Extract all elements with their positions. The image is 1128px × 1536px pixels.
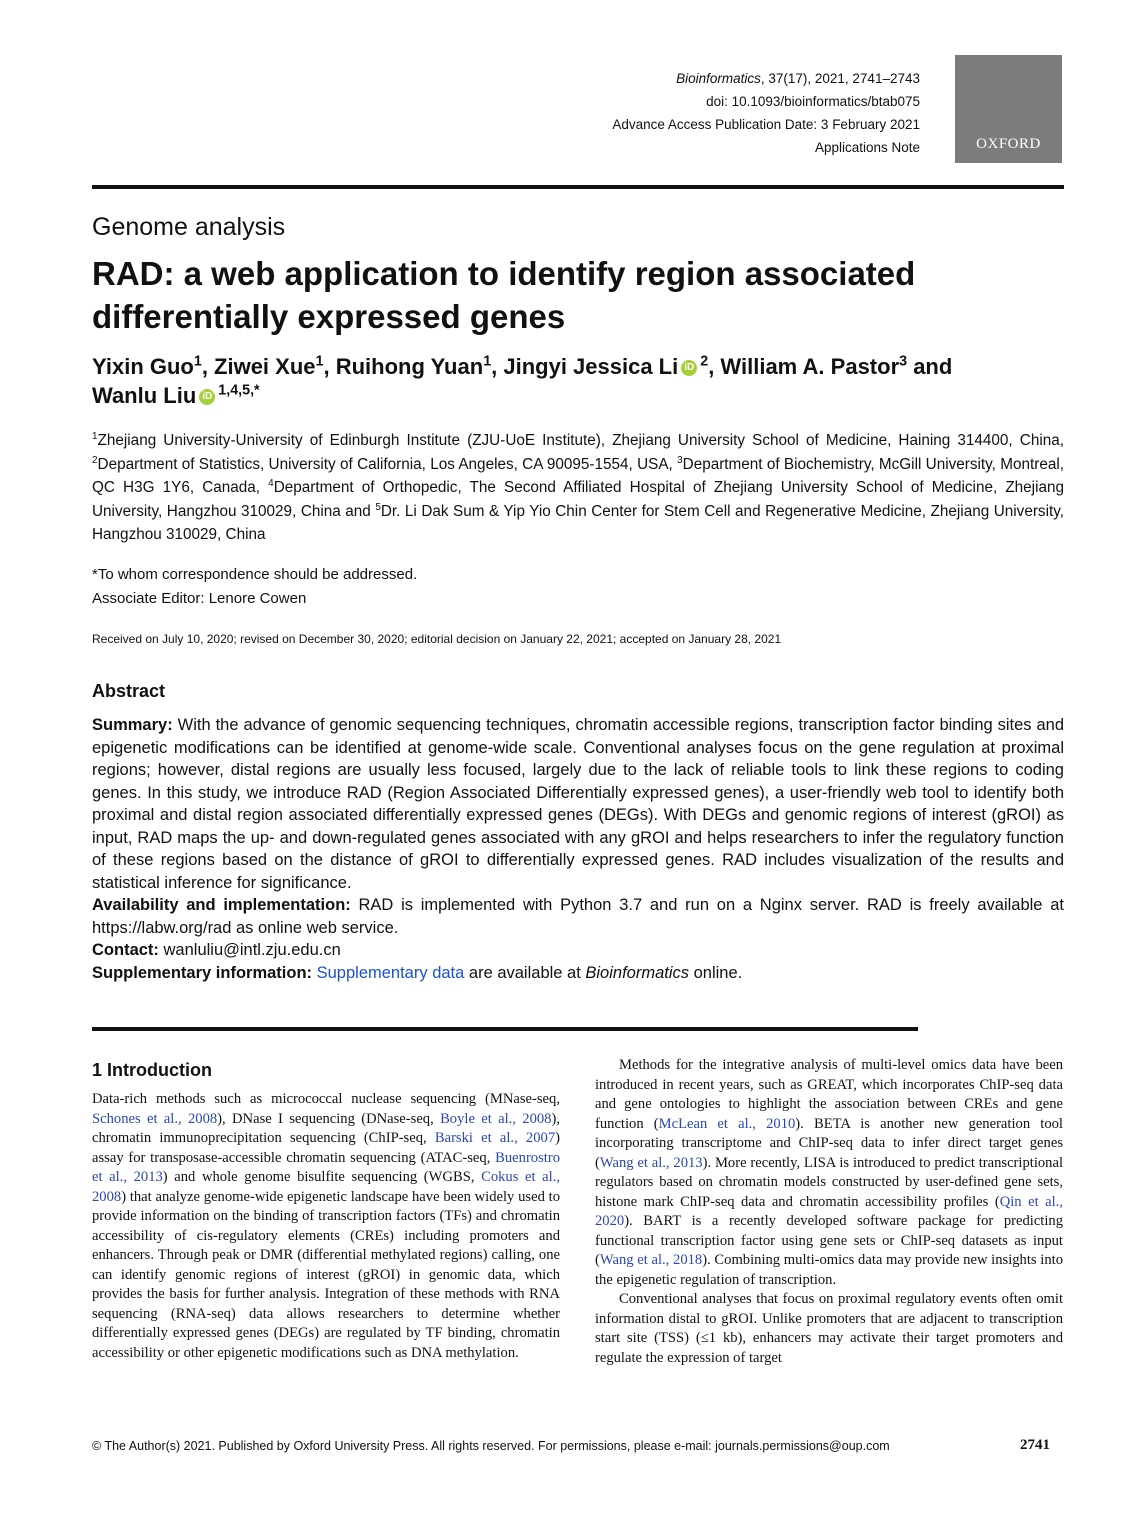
supplementary-link[interactable]: Supplementary data — [316, 963, 465, 982]
citation-link[interactable]: McLean et al., 2010 — [658, 1115, 796, 1132]
citation-link[interactable]: Schones et al., 2008 — [92, 1110, 218, 1127]
abstract-contact: Contact: wanluliu@intl.zju.edu.cn — [92, 941, 341, 959]
intro-paragraph: Methods for the integrative analysis of multi-level omics data have been introduced in recent years, such as GREAT, which incorporates ChIP-seq data and gene ontologies to highlight the association between CREs and gene function (McLean et al., 2010). BETA is another new generation tool incorporating transcriptome and ChIP-seq data to infer direct target genes (Wang et al., 2013). More recently, LISA is introduced to predict transcriptional regulators based on chromatin models constructed by user-defined gene sets, histone mark ChIP-seq data and chromatin accessibility profiles (Qin et al., 2020). BART is a recently developed software package for predicting functional transcription factor using gene sets or ChIP-seq datasets as input (Wang et al., 2018). Combining multi-omics data may provide new insights into the epigenetic regulation of transcription. — [595, 1057, 1064, 1288]
intro-paragraph: Conventional analyses that focus on proximal regulatory events often omit information distal to gROI. Unlike promoters that are adjacent to transcription start site (TSS) (≤1 kb), enhancers may activate their target promoters and regulate the expression of target — [595, 1291, 1063, 1366]
section-label: Genome analysis — [92, 213, 286, 241]
correspondence-block — [92, 563, 417, 610]
article-title: RAD: a web application to identify region associated differentially expressed genes — [92, 255, 916, 335]
citation-link[interactable]: Buenrostro et al., 2013 — [92, 1149, 560, 1185]
received-dates: Received on July 10, 2020; revised on December 30, 2020; editorial decision on January 22, 2021; accepted on January 28, 2021 — [92, 632, 782, 646]
intro-right-column — [595, 1056, 1063, 1368]
abstract-supplementary: Supplementary information: Supplementary data are available at Bioinformatics online. — [92, 963, 743, 982]
intro-left-column — [92, 1090, 560, 1363]
copyright-footer: © The Author(s) 2021. Published by Oxford University Press. All rights reserved. For permissions, please e-mail: journals.permissions@oup.com — [92, 1439, 890, 1453]
intro-heading: 1 Introduction — [92, 1060, 212, 1080]
affiliations: $^1$Zhejiang University-University of Edinburgh Institute (ZJU-UoE Institute), Zhejiang University School of Medicine, Haining 314400, China, $^2$Department of Statistics, University of California, Los Angeles, CA 90095-1554, USA, $^3$Department of Biochemistry, McGill University, Montreal, QC H3G 1Y6, Canada, $^4$Department of Orthopedic, The Second Affiliated Hospital of Zhejiang University School of Medicine, Zhejiang University, Hangzhou 310029, China and $^5$Dr. Li Dak Sum & Yip Yio Chin Center for Stem Cell and Regenerative Medicine, Zhejiang University, Hangzhou 310029, China — [92, 430, 1064, 543]
oxford-logo: OXFORD — [955, 55, 1062, 163]
associate-editor: Associate Editor: Lenore Cowen — [92, 589, 307, 607]
article-type: Applications Note — [814, 140, 920, 155]
citation-link[interactable]: Wang et al., 2018 — [599, 1252, 703, 1268]
journal-name: Bioinformatics — [676, 71, 761, 86]
citation-link[interactable]: Wang et al., 2013 — [599, 1154, 703, 1171]
citation-line: Bioinformatics, 37(17), 2021, 2741–2743 — [676, 71, 920, 86]
doi-line: doi: 10.1093/bioinformatics/btab075 — [706, 94, 920, 109]
correspondence-note: *To whom correspondence should be addressed. — [92, 566, 418, 583]
orcid-icon[interactable]: iD — [681, 360, 697, 376]
header-rule — [92, 185, 1064, 189]
abstract-rule — [92, 1027, 918, 1031]
citation-link[interactable]: Qin et al., 2020 — [595, 1193, 1063, 1229]
orcid-icon[interactable]: iD — [199, 389, 215, 405]
abstract-summary: Summary: With the advance of genomic sequencing techniques, chromatin accessible regions, transcription factor binding sites and epigenetic modifications can be identified at genome-wide scale. Conventional analyses focus on the gene regulation at proximal regions; however, distal regions are usually less focused, largely due to the lack of reliable tools to link these regions to coding genes. In this study, we introduce RAD (Region Associated Differentially expressed genes), a user-friendly web tool to identify both proximal and distal region associated differentially expressed genes (DEGs). With DEGs and genomic regions of interest (gROI) as input, RAD maps the up- and down-regulated genes associated with any gROI and helps researchers to infer the regulatory function of these regions based on the distance of gROI to differentially expressed genes. RAD includes visualization of the results and statistical inference for significance. — [92, 716, 1064, 892]
page-number: 2741 — [1020, 1437, 1050, 1453]
abstract-heading: Abstract — [92, 681, 166, 701]
author-list: Yixin Guo$^1$, Ziwei Xue$^1$, Ruihong Yuan$^1$, Jingyi Jessica Li iD $^2$, William A. Pastor$^3$ and Wanlu Liu iD $^{1,4,5,*}$ — [92, 353, 953, 408]
citation-link[interactable]: Cokus et al., 2008 — [92, 1169, 560, 1205]
abstract-body — [92, 714, 1064, 984]
citation-link[interactable]: Barski et al., 2007 — [434, 1130, 556, 1146]
intro-paragraph: Data-rich methods such as micrococcal nuclease sequencing (MNase-seq, Schones et al., 2008), DNase I sequencing (DNase-seq, Boyle et al., 2008), chromatin immunoprecipitation sequencing (ChIP-seq, Barski et al., 2007) assay for transposase-accessible chromatin sequencing (ATAC-seq, Buenrostro et al., 2013) and whole genome bisulfite sequencing (WGBS, Cokus et al., 2008) that analyze genome-wide epigenetic landscape have been widely used to provide information on the binding of transcription factors (TFs) and chromatin accessibility of cis-regulatory elements (CREs) including promoters and enhancers. Through peak or DMR (differential methylated regions) calling, one can identify genomic regions of interest (gROI) in genomic data, which provides the basis for further analysis. Integration of these methods with RNA sequencing (RNA-seq) data allows researchers to determine whether differentially expressed genes (DEGs) are regulated by TF binding, chromatin accessibility or other epigenetic modifications such as DNA methylation. — [92, 1091, 560, 1361]
access-date: Advance Access Publication Date: 3 February 2021 — [612, 117, 920, 132]
citation-link[interactable]: Boyle et al., 2008 — [440, 1110, 552, 1127]
abstract-availability: Availability and implementation: RAD is implemented with Python 3.7 and run on a Nginx server. RAD is freely available at https://labw.org/rad as online web service. — [92, 896, 1064, 937]
